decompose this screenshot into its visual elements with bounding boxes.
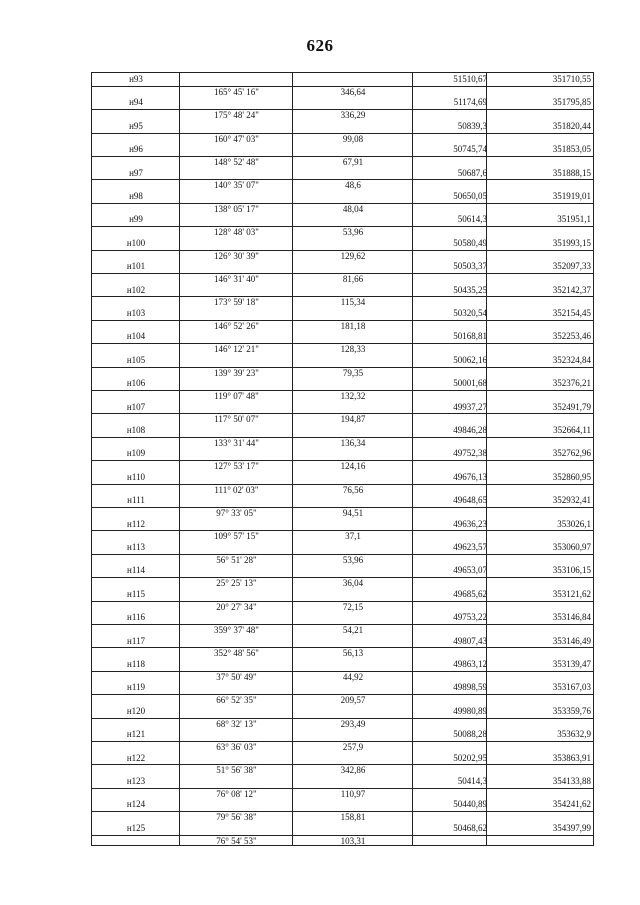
point-name: н111 [127,495,145,506]
segment-row [92,226,593,238]
direction-angle: 68° 32' 13" [216,718,257,729]
segment-length: 81,66 [342,273,364,284]
point-name: н101 [126,261,146,272]
direction-angle: 175° 48' 24" [214,110,259,121]
segment-row [92,367,593,378]
point-name: н122 [126,752,146,763]
direction-angle: 352° 48' 56" [214,648,259,659]
coord-x: 49863,12 [453,659,487,669]
coord-x: 49937,27 [453,401,487,412]
point-name: н94 [129,97,143,108]
coord-y: 353359,76 [552,705,591,716]
direction-angle: 165° 45' 16" [214,86,259,97]
point-name: н105 [126,354,146,365]
direction-angle: 119° 07' 48" [214,390,259,401]
coord-y: 352142,37 [552,284,591,295]
coord-x: 50202,95 [453,752,487,763]
point-name: н116 [127,612,145,623]
segment-length: 36,04 [342,578,364,589]
point-name: н100 [126,237,146,248]
segment-row [92,835,593,846]
direction-angle: 117° 50' 07" [214,414,259,425]
coord-y: 353139,47 [552,659,591,669]
coord-x: 49846,28 [453,425,487,435]
direction-angle: 56° 51' 28" [216,554,257,565]
point-name: н113 [127,542,145,552]
direction-angle: 160° 47' 03" [214,133,259,144]
direction-angle: 51° 56' 38" [216,765,257,776]
segment-length: 346,64 [340,86,366,97]
segment-row [92,343,593,355]
segment-row [92,413,593,425]
segment-row [92,647,593,659]
segment-row [92,109,593,121]
coord-y: 352154,45 [552,308,591,318]
coord-x: 50650,05 [453,191,487,201]
segment-row [92,577,593,589]
coord-y: 353026,1 [557,518,591,529]
coord-y: 352253,46 [552,331,591,342]
coord-y: 353146,49 [552,635,591,646]
segment-length: 342,86 [340,765,366,776]
coord-y: 352932,41 [552,495,591,506]
segment-length: 53,96 [342,554,364,565]
segment-row [92,718,593,729]
coordinates-table [91,72,594,846]
point-name: н107 [126,401,146,412]
point-name: н118 [127,659,145,669]
direction-angle: 146° 52' 26" [214,320,259,331]
coord-y: 354397,99 [552,822,591,833]
coord-x: 49980,89 [453,705,487,716]
coord-y: 353146,84 [552,612,591,623]
direction-angle: 126° 30' 39" [214,250,259,261]
segment-row [92,86,593,97]
segment-row [92,460,593,472]
coord-x: 50580,49 [453,237,487,248]
coord-x: 51174,69 [453,97,487,108]
segment-row [92,507,593,518]
direction-angle: 109° 57' 15" [214,531,259,542]
segment-length: 94,51 [342,507,364,518]
coord-y: 351710,55 [552,74,591,84]
direction-angle: 146° 31' 40" [214,273,259,284]
segment-length: 79,35 [342,367,364,378]
segment-length: 67,91 [342,156,364,167]
point-name: н104 [126,331,146,342]
direction-angle: 79° 56' 38" [216,812,257,823]
coord-x: 49653,07 [453,565,487,576]
segment-row [92,554,593,565]
coord-y: 354241,62 [552,799,591,810]
direction-angle: 37° 50' 49" [216,671,257,682]
coord-x: 50503,37 [453,261,487,272]
coord-x: 49753,22 [453,612,487,623]
point-name: н110 [127,471,145,482]
point-name: н124 [126,799,146,810]
coord-y: 351795,85 [552,97,591,108]
segment-length: 293,49 [340,718,366,729]
direction-angle: 128° 48' 03" [214,227,259,238]
coord-y: 351993,15 [552,237,591,248]
segment-length: 194,87 [340,414,366,425]
segment-length: 48,04 [342,203,364,214]
coord-y: 353863,91 [552,752,591,763]
point-name: н112 [127,518,145,529]
segment-row [92,601,593,612]
segment-length: 72,15 [342,601,364,612]
segment-length: 37,1 [345,531,361,542]
segment-row [92,671,593,682]
coord-x: 50687,6 [457,167,487,178]
point-name: н117 [127,635,145,646]
segment-row [92,741,593,752]
coord-x: 49752,38 [453,448,487,459]
direction-angle: 139° 39' 23" [214,367,259,378]
coord-y: 352491,79 [552,401,591,412]
segment-length: 110,97 [340,788,366,799]
point-name: н109 [126,448,146,459]
coord-x: 50440,89 [453,799,487,810]
point-name: н93 [129,74,143,84]
point-name: н119 [127,682,145,693]
coord-y: 351820,44 [552,120,591,131]
segment-length: 99,08 [342,133,364,144]
coord-x: 50320,54 [453,308,487,318]
point-name: н108 [126,425,146,435]
segment-row [92,273,593,284]
segment-length: 115,34 [340,297,366,308]
segment-row [92,764,593,776]
coord-x: 50435,25 [453,284,487,295]
segment-row [92,179,593,191]
coord-x: 50062,16 [453,354,487,365]
direction-angle: 127° 53' 17" [214,461,259,472]
direction-angle: 146° 12' 21" [214,344,259,355]
point-name: н121 [126,729,146,740]
segment-row [92,296,593,308]
point-name: н115 [127,588,145,599]
segment-length: 48,6 [345,180,361,191]
coord-x: 49807,43 [453,635,487,646]
segment-row [92,320,593,331]
coord-y: 352664,11 [553,425,591,435]
segment-row [92,133,593,144]
point-name: н102 [126,284,146,295]
segment-length: 257,9 [342,741,364,752]
segment-row [92,390,593,401]
point-name: н96 [129,144,143,155]
point-name: н103 [126,308,146,318]
direction-angle: 138° 05' 17" [214,203,259,214]
segment-row [92,250,593,261]
point-name: н95 [129,120,143,131]
coord-x: 49623,57 [453,542,487,552]
segment-length: 124,16 [340,461,366,472]
coord-x: 50414,3 [457,776,487,786]
segment-row [92,437,593,448]
segment-length: 103,31 [340,835,366,846]
segment-length: 209,57 [340,695,366,706]
direction-angle: 148° 52' 48" [214,156,259,167]
coord-y: 351888,15 [552,167,591,178]
coord-y: 352762,96 [552,448,591,459]
direction-angle: 76° 54' 53" [216,835,257,846]
segment-row [92,484,593,495]
coord-x: 50168,81 [453,331,487,342]
point-name: н114 [127,565,145,576]
coord-x: 51510,67 [453,74,487,84]
direction-angle: 20° 27' 34" [216,601,257,612]
coord-y: 351951,1 [557,214,591,225]
segment-length: 158,81 [340,812,366,823]
direction-angle: 63° 36' 03" [216,741,257,752]
point-name: н98 [129,191,143,201]
direction-angle: 173° 59' 18" [214,297,259,308]
coord-x: 50088,28 [453,729,487,740]
direction-angle: 97° 33' 05" [216,507,257,518]
direction-angle: 111° 02' 03" [214,484,259,495]
coord-y: 352860,95 [552,471,591,482]
segment-length: 136,34 [340,437,366,448]
direction-angle: 359° 37' 48" [214,624,259,635]
direction-angle: 133° 31' 44" [214,437,259,448]
segment-row [92,203,593,214]
coord-x: 49898,59 [453,682,487,693]
coord-x: 50839,3 [457,120,487,131]
point-name: н123 [126,776,146,786]
coord-y: 353167,03 [552,682,591,693]
segment-length: 336,29 [340,110,366,121]
coord-x: 50745,74 [453,144,487,155]
coord-y: 353106,15 [552,565,591,576]
direction-angle: 66° 52' 35" [216,695,257,706]
coord-x: 49648,65 [453,495,487,506]
coord-x: 50614,3 [457,214,487,225]
coord-y: 354133,88 [552,776,591,786]
segment-row [92,788,593,799]
direction-angle: 25° 25' 13" [216,578,257,589]
point-name: н125 [126,822,146,833]
coord-y: 353632,9 [557,729,591,740]
coord-y: 352097,33 [552,261,591,272]
segment-length: 54,21 [342,624,364,635]
coord-y: 351919,01 [552,191,591,201]
coord-y: 353121,62 [552,588,591,599]
segment-length: 181,18 [340,320,366,331]
coord-y: 352376,21 [552,378,591,389]
segment-row [92,156,593,167]
direction-angle: 76° 08' 12" [216,788,257,799]
coord-y: 352324,84 [552,354,591,365]
coord-y: 351853,05 [552,144,591,155]
segment-length: 76,56 [342,484,364,495]
coord-x: 49676,13 [453,471,487,482]
point-name: н120 [126,705,146,716]
segment-row [92,624,593,635]
point-name: н97 [129,167,143,178]
segment-row [92,530,593,542]
direction-angle: 140° 35' 07" [214,180,259,191]
segment-row [92,811,593,823]
coord-y: 353060,97 [552,542,591,552]
segment-length: 44,92 [342,671,364,682]
segment-length: 128,33 [340,344,366,355]
point-name: н106 [126,378,146,389]
coord-x: 49685,62 [453,588,487,599]
segment-length: 132,32 [340,390,366,401]
page-number: 626 [306,36,334,55]
coord-x: 50468,62 [453,822,487,833]
segment-length: 53,96 [342,227,364,238]
segment-length: 56,13 [342,648,364,659]
segment-length: 129,62 [340,250,366,261]
coord-x: 49636,23 [453,518,487,529]
segment-row [92,694,593,706]
coord-x: 50001,68 [453,378,487,389]
point-name: н99 [129,214,143,225]
